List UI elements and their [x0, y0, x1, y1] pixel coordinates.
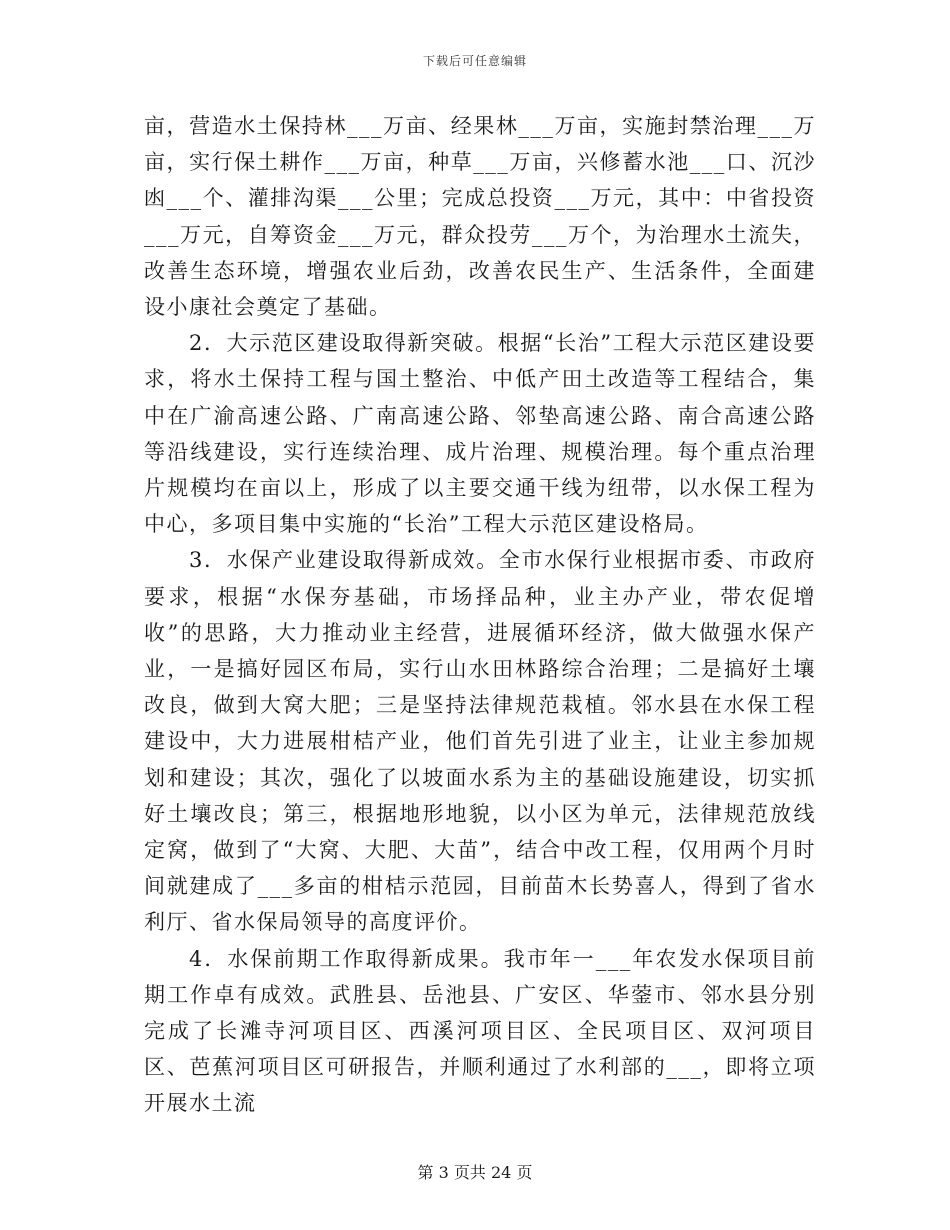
paragraph-item-2: 2．大示范区建设取得新突破。根据“长治”工程大示范区建设要求，将水土保持工程与国土整治、中低产田土改造等工程结合，集中在广渝高速公路、广南高速公路、邻垫高速公路、南合高速公路等沿线建设，实行连续治理、成片治理、规模治理。每个重点治理片规模均在亩以上，形成了以主要交通干线为纽带，以水保工程为中心，多项目集中实施的“长治”工程大示范区建设格局。	[144, 331, 816, 537]
page-header: 下载后可任意编辑	[422, 54, 527, 68]
paragraph-item-3: 3．水保产业建设取得新成效。全市水保行业根据市委、市政府要求，根据“水保夯基础，市场择品种，业主办产业，带农促增收”的思路，大力推动业主经营，进展循环经济，做大做强水保产业，一是搞好园区布局，实行山水田林路综合治理；二是搞好土壤改良，做到大窝大肥；三是坚持法律规范栽植。邻水县在水保工程建设中，大力进展柑桔产业，他们首先引进了业主，让业主参加规划和建设；其次，强化了以坡面水系为主的基础设施建设，切实抓好土壤改良；第三，根据地形地貌，以小区为单元，法律规范放线定窝，做到了“大窝、大肥、大苗”，结合中改工程，仅用两个月时间就建成了___多亩的柑桔示范园，目前苗木长势喜人，得到了省水利厅、省水保局领导的高度评价。	[144, 548, 816, 935]
paragraph-item-4: 4．水保前期工作取得新成果。我市年一___年农发水保项目前期工作卓有成效。武胜县、岳池县、广安区、华蓥市、邻水县分别完成了长滩寺河项目区、西溪河项目区、全民项目区、双河项目区、芭蕉河项目区可研报告，并顺利通过了水利部的___，即将立项开展水土流	[144, 946, 816, 1116]
paragraph-continuation: 亩，营造水土保持林___万亩、经果林___万亩，实施封禁治理___万亩，实行保土耕作___万亩，种草___万亩，兴修蓄水池___口、沉沙凼___个、灌排沟渠___公里；完成总投资___万元，其中：中省投资___万元，自筹资金___万元，群众投劳___万个，为治理水土流失，改善生态环境，增强农业后劲，改善农民生产、生活条件，全面建设小康社会奠定了基础。	[144, 114, 816, 320]
document-body	[144, 108, 816, 1122]
page-number-footer: 第 3 页共 24 页	[417, 1163, 533, 1182]
